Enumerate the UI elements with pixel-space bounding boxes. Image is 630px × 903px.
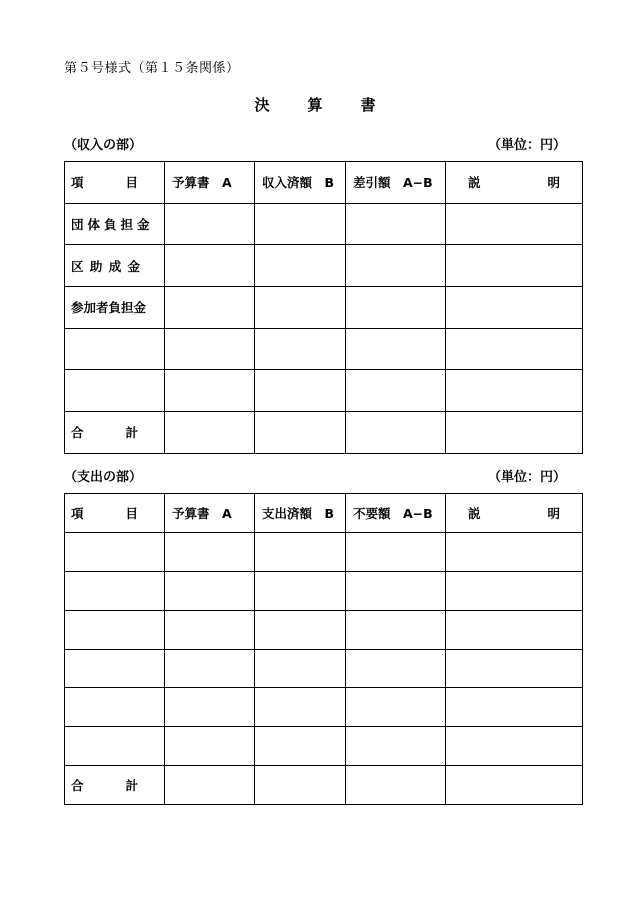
title-char: 算 [307, 96, 361, 114]
total-label-char: 計 [125, 778, 138, 794]
total-row [65, 766, 583, 805]
budget-cell[interactable] [165, 245, 255, 287]
row-label[interactable] [65, 532, 165, 571]
budget-total-cell[interactable] [165, 412, 255, 454]
settled-cell[interactable] [255, 649, 346, 688]
description-total-cell[interactable] [446, 412, 583, 454]
header-description-char: 明 [547, 505, 560, 521]
description-cell[interactable] [446, 571, 583, 610]
row-label[interactable] [65, 571, 165, 610]
table-row [65, 688, 583, 727]
description-cell[interactable] [446, 532, 583, 571]
header-difference: 差引額 A−B [346, 162, 446, 204]
table-row [65, 328, 583, 370]
header-item [65, 162, 165, 204]
header-item-char: 項 [71, 505, 84, 521]
document-title [0, 94, 630, 115]
settled-cell[interactable] [255, 328, 346, 370]
budget-cell[interactable] [165, 727, 255, 766]
difference-cell[interactable] [346, 727, 446, 766]
row-label[interactable] [65, 727, 165, 766]
header-budget: 予算書 A [165, 162, 255, 204]
table-row [65, 727, 583, 766]
header-description [446, 494, 583, 533]
row-label[interactable] [65, 610, 165, 649]
total-label [65, 412, 165, 454]
table-row [65, 571, 583, 610]
table-row [65, 649, 583, 688]
header-description [446, 162, 583, 204]
header-item-char: 目 [125, 505, 138, 521]
description-cell[interactable] [446, 203, 583, 245]
title-char: 書 [360, 96, 414, 114]
budget-cell[interactable] [165, 610, 255, 649]
difference-cell[interactable] [346, 688, 446, 727]
difference-total-cell[interactable] [346, 412, 446, 454]
difference-cell[interactable] [346, 571, 446, 610]
settled-cell[interactable] [255, 532, 346, 571]
settled-cell[interactable] [255, 610, 346, 649]
difference-cell[interactable] [346, 328, 446, 370]
budget-cell[interactable] [165, 532, 255, 571]
description-cell[interactable] [446, 610, 583, 649]
description-cell[interactable] [446, 370, 583, 412]
settled-total-cell[interactable] [255, 766, 346, 805]
row-label[interactable] [65, 370, 165, 412]
header-description-char: 説 [468, 175, 481, 191]
settled-cell[interactable] [255, 727, 346, 766]
budget-total-cell[interactable] [165, 766, 255, 805]
income-table [64, 161, 583, 454]
budget-cell[interactable] [165, 328, 255, 370]
description-cell[interactable] [446, 688, 583, 727]
settled-cell[interactable] [255, 370, 346, 412]
total-label-char: 計 [125, 425, 138, 441]
difference-cell[interactable] [346, 370, 446, 412]
header-item-char: 目 [125, 175, 138, 191]
difference-cell[interactable] [346, 610, 446, 649]
table-row [65, 203, 583, 245]
table-row [65, 610, 583, 649]
total-label [65, 766, 165, 805]
difference-cell[interactable] [346, 287, 446, 329]
budget-cell[interactable] [165, 649, 255, 688]
table-row [65, 532, 583, 571]
expense-header-row [65, 494, 583, 533]
row-label: 区 助 成 金 [65, 245, 165, 287]
total-row [65, 412, 583, 454]
budget-cell[interactable] [165, 370, 255, 412]
description-total-cell[interactable] [446, 766, 583, 805]
description-cell[interactable] [446, 287, 583, 329]
income-unit-label: （単位：円） [487, 138, 566, 153]
table-row [65, 287, 583, 329]
total-label-char: 合 [71, 425, 84, 441]
row-label[interactable] [65, 688, 165, 727]
header-item [65, 494, 165, 533]
description-cell[interactable] [446, 727, 583, 766]
income-section-label: （収入の部） [64, 138, 143, 153]
header-settled: 収入済額 B [255, 162, 346, 204]
expense-unit-label: （単位：円） [487, 470, 566, 485]
title-char: 決 [254, 96, 308, 114]
row-label: 団体負担金 [65, 203, 165, 245]
difference-cell[interactable] [346, 532, 446, 571]
difference-cell[interactable] [346, 649, 446, 688]
budget-cell[interactable] [165, 571, 255, 610]
header-description-char: 説 [468, 505, 481, 521]
settled-cell[interactable] [255, 287, 346, 329]
budget-cell[interactable] [165, 203, 255, 245]
header-description-char: 明 [547, 175, 560, 191]
difference-cell[interactable] [346, 203, 446, 245]
table-row [65, 245, 583, 287]
settled-total-cell[interactable] [255, 412, 346, 454]
form-number: 第５号様式（第１５条関係） [64, 61, 240, 76]
header-difference: 不要額 A−B [346, 494, 446, 533]
row-label: 参加者負担金 [65, 287, 165, 329]
header-item-char: 項 [71, 175, 84, 191]
table-row [65, 370, 583, 412]
difference-total-cell[interactable] [346, 766, 446, 805]
expense-section-label: （支出の部） [64, 470, 143, 485]
budget-cell[interactable] [165, 688, 255, 727]
difference-cell[interactable] [346, 245, 446, 287]
header-budget: 予算書 A [165, 494, 255, 533]
description-cell[interactable] [446, 649, 583, 688]
row-label[interactable] [65, 649, 165, 688]
settled-cell[interactable] [255, 571, 346, 610]
expense-table [64, 493, 583, 805]
total-label-char: 合 [71, 778, 84, 794]
income-header-row [65, 162, 583, 204]
header-settled: 支出済額 B [255, 494, 346, 533]
row-label[interactable] [65, 328, 165, 370]
settled-cell[interactable] [255, 203, 346, 245]
description-cell[interactable] [446, 328, 583, 370]
settled-cell[interactable] [255, 688, 346, 727]
settled-cell[interactable] [255, 245, 346, 287]
description-cell[interactable] [446, 245, 583, 287]
budget-cell[interactable] [165, 287, 255, 329]
